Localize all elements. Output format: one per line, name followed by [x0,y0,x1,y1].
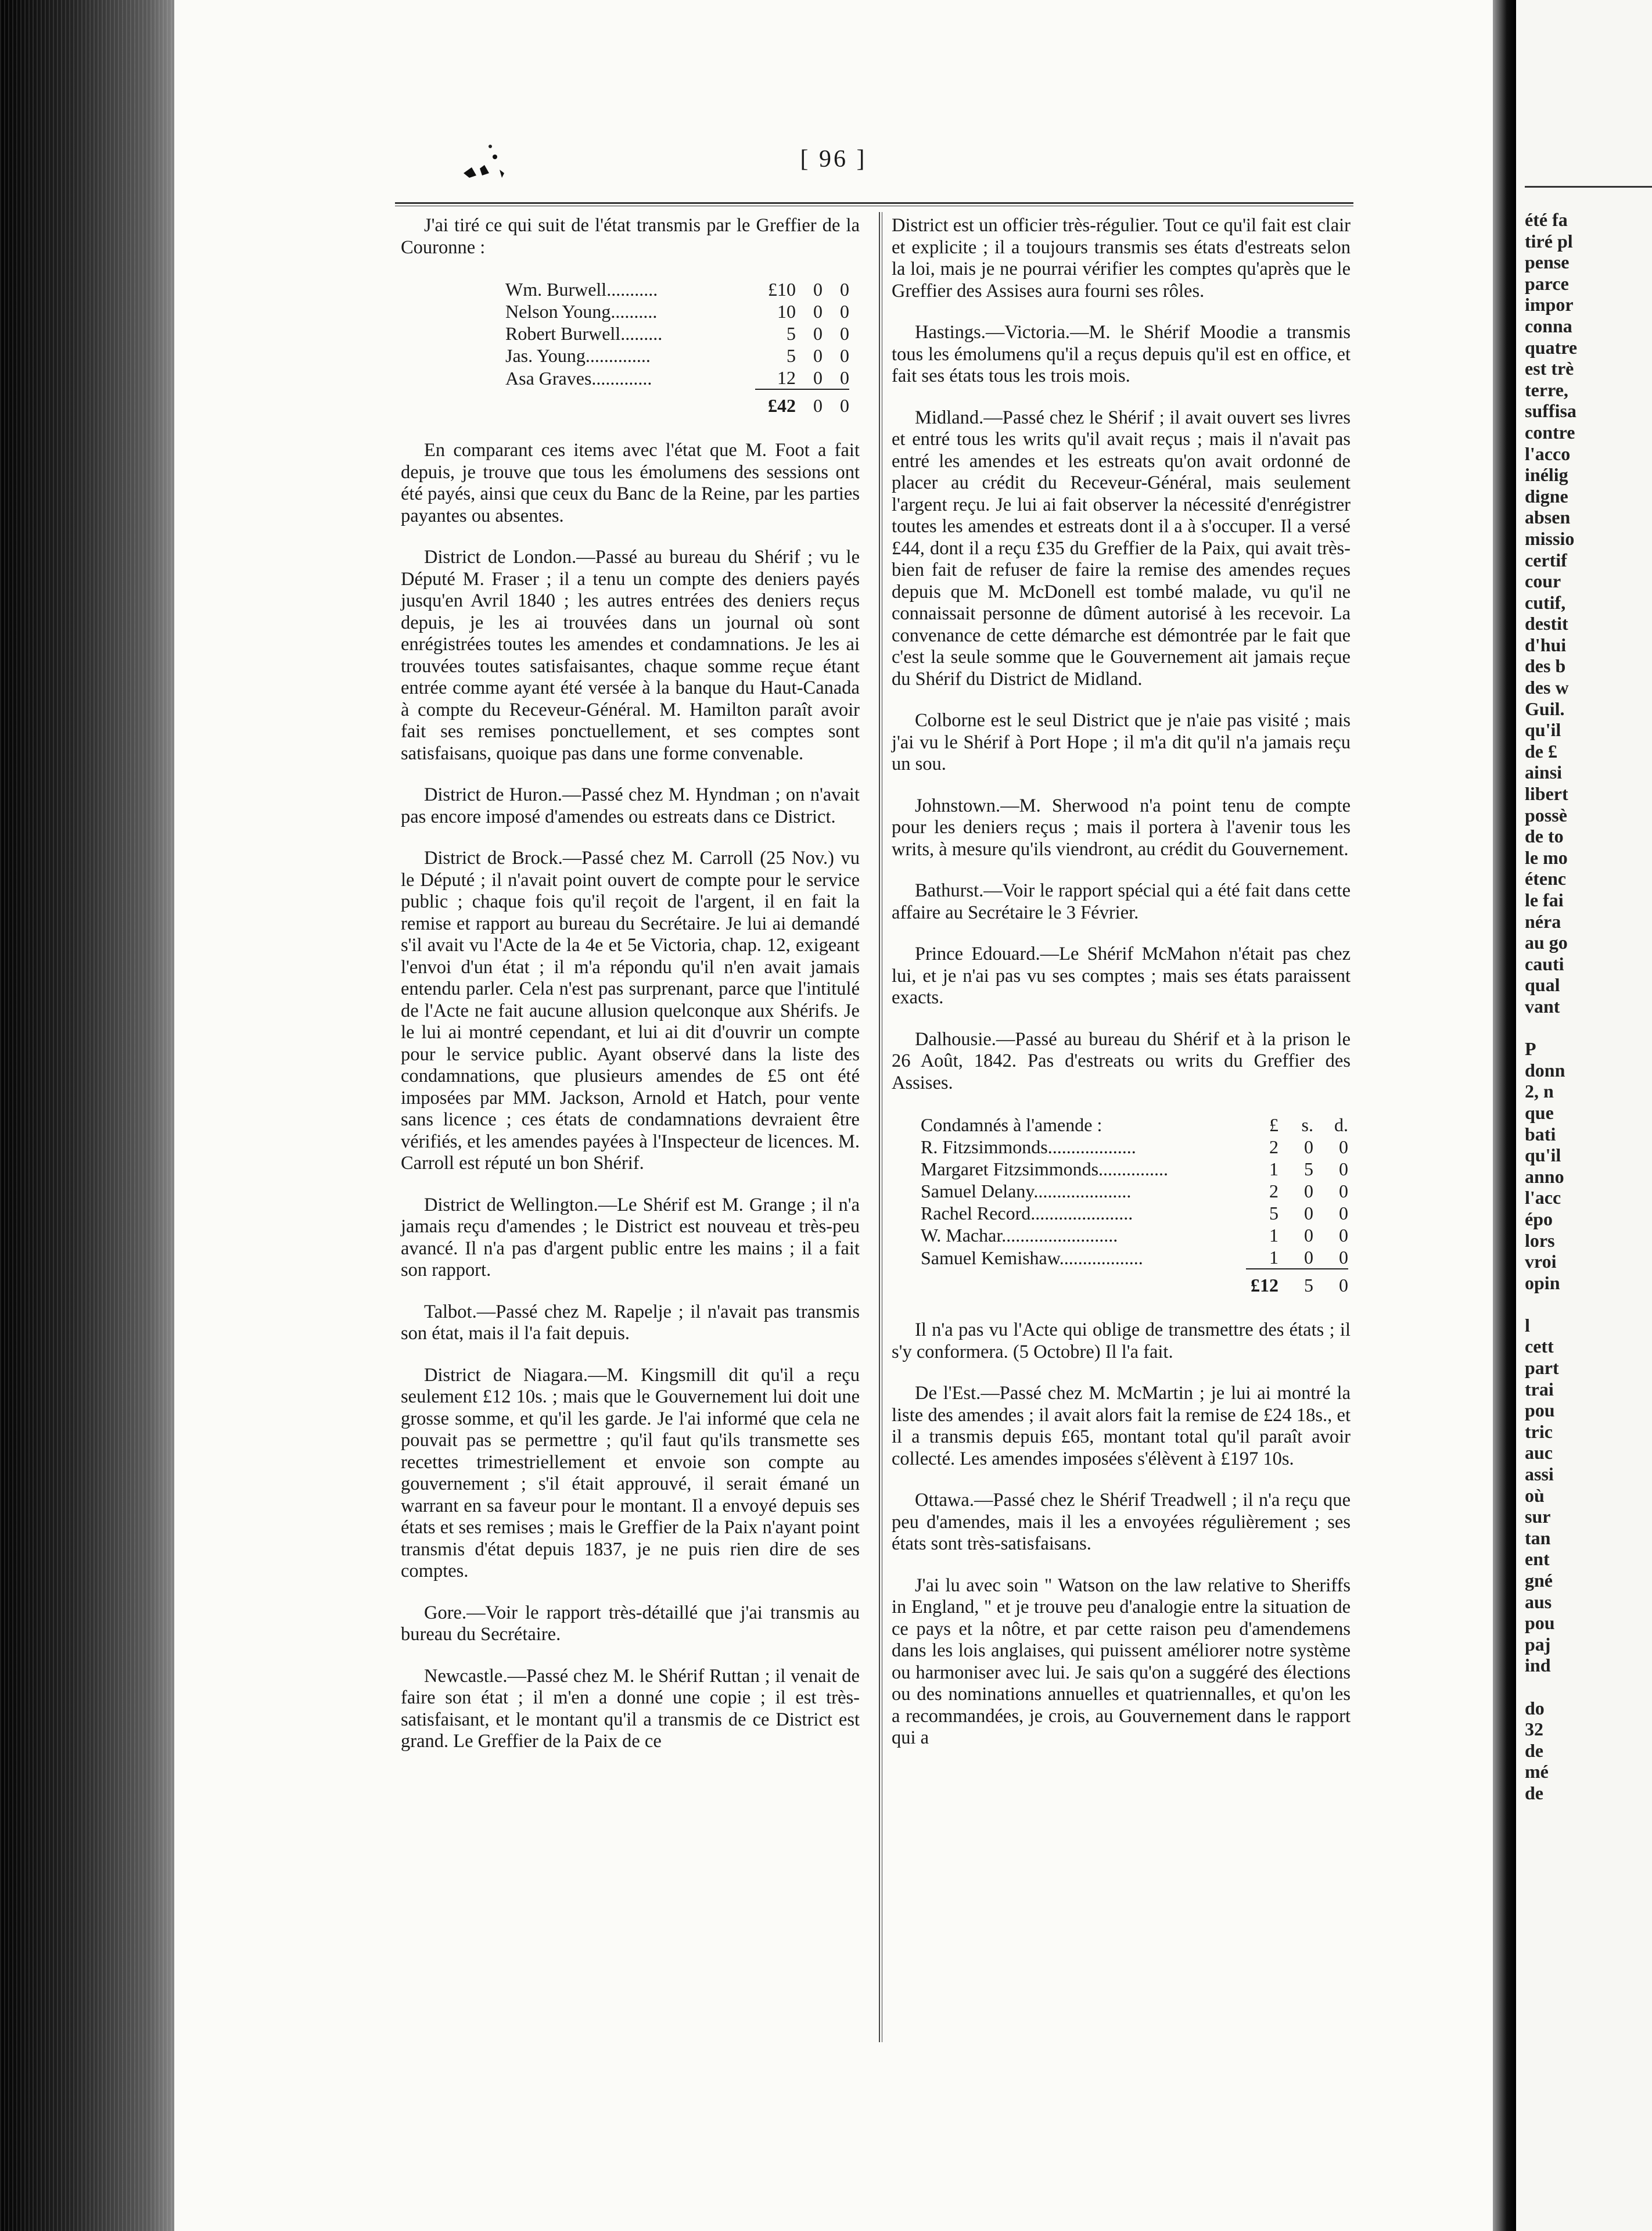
condemned-row [921,1224,1348,1246]
condemned-pounds: 1 [1269,1247,1278,1268]
fines-shillings: 0 [813,323,823,344]
condemned-table-body [921,1114,1348,1296]
facing-page-fragment: suffisa [1525,400,1576,422]
facing-page-fragment: le mo [1525,847,1568,868]
facing-page-fragment: digne [1525,485,1568,507]
facing-page-fragment: est trè [1525,358,1574,379]
condemned-pounds: 2 [1269,1181,1278,1201]
fines-pence: 0 [840,323,849,344]
facing-page-fragment: d'hui [1525,634,1567,655]
facing-page-fragment: vant [1525,995,1560,1017]
facing-page-fragment: donn [1525,1059,1565,1081]
facing-page-fragment: de £ [1525,740,1557,762]
facing-page-fragment: cauti [1525,953,1564,974]
fines-row [505,367,849,389]
facing-page-fragment: 2, n [1525,1081,1554,1102]
district-paragraph: District est un officier très-régulier. Tout ce qu'il fait est clair et explicite ; il a toujours transmis ses états d'estreats selon la loi, mais je ne pourrai vérifier les comptes qu'après que le Greffier des Assises aura fourni ses rôles. [892,215,1351,302]
facing-page-fragment: possè [1525,804,1567,826]
fines-total-shillings: 0 [796,389,823,417]
fines-row [505,322,849,345]
right-paragraphs-before-table [892,215,1351,1094]
facing-page-fragment: opin [1525,1272,1560,1293]
fines-pounds: £10 [768,279,796,300]
district-paragraph: Hastings.—Victoria.—M. le Shérif Moodie a transmis tous les émolumens qu'il a reçus depuis qu'il est en office, et fait ses états tous les trois mois. [892,322,1351,386]
condemned-header-pounds: £ [1269,1114,1278,1135]
facing-page-fragment: le fai [1525,889,1564,910]
district-paragraph: District de London.—Passé au bureau du Shérif ; vu le Député M. Fraser ; il a tenu un compte des deniers payés jusqu'en Avril 1840 ; les autres entrées des deniers reçus depuis, je les ai trouvées dans un journal où sont enrégistrées toutes les amendes et condamnations. Je les ai trouvées toutes satisfaisantes, chaque somme reçue étant entrée comme ayant été versée à la banque du Haut-Canada à compte du Receveur-Général. M. Hamilton paraît avoir fait ses remises ponctuellement, et ses comptes sont satisfaisans, quoique pas dans une forme convenable. [401,547,860,764]
facing-page-fragment: cett [1525,1336,1554,1357]
facing-page-fragment: impor [1525,294,1574,315]
condemned-pounds: 2 [1269,1136,1278,1157]
facing-page-fragment: tan [1525,1527,1551,1548]
facing-page-fragment: de [1525,1739,1543,1761]
condemned-header-label: Condamnés à l'amende : [921,1114,1102,1135]
condemned-header-pence: d. [1334,1114,1348,1135]
facing-page-fragment: certif [1525,549,1567,571]
condemned-shillings: 0 [1304,1203,1313,1224]
fines-shillings: 0 [813,301,823,322]
fines-pence: 0 [840,279,849,300]
column-separator [879,212,882,2042]
condemned-pence: 0 [1339,1158,1348,1179]
facing-page-fragment: ainsi [1525,762,1563,783]
fines-pence: 0 [840,345,849,366]
right-paragraphs-after-table [892,1319,1351,1749]
facing-page-fragment [1525,1293,1652,1315]
intro-paragraph: J'ai tiré ce qui suit de l'état transmis par le Greffier de la Couronne : [401,215,860,258]
district-paragraph: District de Huron.—Passé chez M. Hyndman ; on n'avait pas encore imposé d'amendes ou estreats dans ce District. [401,784,860,827]
fines-pounds: 5 [787,323,796,344]
facing-page-fragment: cour [1525,571,1561,592]
facing-page-fragment: épo [1525,1208,1553,1229]
fines-pounds: 10 [777,301,796,322]
facing-page-fragment: anno [1525,1165,1564,1187]
condemned-shillings: 0 [1304,1225,1313,1246]
facing-page-fragment: P [1525,1038,1536,1060]
facing-page-fragment: des b [1525,655,1566,677]
facing-page-fragment: pense [1525,252,1570,273]
facing-page-fragment: aus [1525,1591,1552,1612]
facing-page-fragment: libert [1525,783,1568,805]
facing-page-fragment: pou [1525,1400,1555,1421]
facing-page-fragment: au go [1525,932,1568,953]
fines-shillings: 0 [813,279,823,300]
fines-name: Asa Graves............. [505,367,652,389]
facing-page-text [1525,209,1652,1804]
facing-page-fragment: auc [1525,1442,1553,1464]
facing-page-fragment: contre [1525,421,1575,443]
facing-page-fragment: étenc [1525,868,1567,889]
facing-page-fragment: été fa [1525,209,1568,230]
fines-total-row [505,389,849,417]
facing-page-fragment: paj [1525,1633,1551,1655]
district-paragraph: Il n'a pas vu l'Acte qui oblige de transmettre des états ; il s'y conformera. (5 Octobre) Il l'a fait. [892,1319,1351,1362]
facing-page-fragment: ind [1525,1655,1551,1676]
district-paragraph: Bathurst.—Voir le rapport spécial qui a été fait dans cette affaire au Secrétaire le 3 Février. [892,880,1351,923]
fines-pounds: 12 [777,367,796,388]
facing-page-fragment: l [1525,1314,1530,1336]
condemned-total-pounds: £12 [1246,1269,1278,1296]
district-paragraph: District de Niagara.—M. Kingsmill dit qu'il a reçu seulement £12 10s. ; mais que le Gouvernement lui doit une grosse somme, et qu'il les garde. Je l'ai informé que cela ne pouvait pas se permettre ; qu'il faut qu'ils transmette ses recettes trimestriellement et envoie son compte au gouvernement ; s'il était approuvé, il serait émané un warrant en sa faveur pour le montant. Il a envoyé depuis ses états et ses remises ; mais le Greffier de la Paix n'ayant point transmis d'état depuis 1837, je ne puis rien dire de ses comptes. [401,1364,860,1581]
fines-total-pounds: £42 [755,389,796,417]
district-paragraph: Talbot.—Passé chez M. Rapelje ; il n'avait pas transmis son état, mais il l'a fait depuis. [401,1301,860,1344]
fines-pence: 0 [840,367,849,388]
condemned-total-row [921,1269,1348,1296]
condemned-header-row [921,1114,1348,1136]
facing-page-fragment: tiré pl [1525,230,1573,252]
facing-page-fragment: où [1525,1484,1545,1506]
facing-page-fragment: Guil. [1525,698,1565,719]
facing-page-fragment [1525,1017,1652,1039]
district-paragraph: De l'Est.—Passé chez M. McMartin ; je lui ai montré la liste des amendes ; il avait alors fait la remise de £24 18s., et il a transmis depuis £65, montant total qu'il paraît avoir collecté. Les amendes imposées s'élèvent à £197 10s. [892,1383,1351,1469]
fines-pence: 0 [840,301,849,322]
facing-page-fragment: 32 [1525,1719,1543,1740]
condemned-row [921,1136,1348,1158]
fines-total-pence: 0 [823,389,849,417]
fines-table [505,278,849,417]
facing-page-fragment: quatre [1525,336,1578,358]
condemned-pounds: 5 [1269,1203,1278,1224]
condemned-table [921,1114,1348,1296]
fines-row [505,300,849,322]
fines-name: Nelson Young.......... [505,301,658,322]
facing-page-fragment: des w [1525,677,1569,698]
condemned-name: R. Fitzsimmonds................... [921,1136,1136,1157]
facing-page-fragment: inélig [1525,464,1568,486]
condemned-header-shillings: s. [1301,1114,1313,1135]
condemned-pounds: 1 [1269,1225,1278,1246]
condemned-total-pence: 0 [1313,1269,1348,1296]
facing-page-fragment: parce [1525,272,1569,294]
right-column [892,215,1351,1769]
condemned-shillings: 0 [1304,1136,1313,1157]
facing-page-fragment: absen [1525,507,1571,528]
condemned-pence: 0 [1339,1136,1348,1157]
facing-page-fragment: qual [1525,974,1560,996]
header-rule [395,202,1353,206]
district-paragraph: Gore.—Voir le rapport très-détaillé que j'ai transmis au bureau du Secrétaire. [401,1602,860,1645]
condemned-name: W. Machar......................... [921,1225,1118,1246]
condemned-pence: 0 [1339,1203,1348,1224]
facing-page-fragment: mé [1525,1761,1549,1782]
facing-page-fragment: sur [1525,1506,1551,1527]
condemned-row [921,1202,1348,1224]
condemned-row [921,1180,1348,1202]
book-gutter [1493,0,1516,2231]
fines-shillings: 0 [813,367,823,388]
page-number: [ 96 ] [800,146,867,173]
facing-page-fragment: pou [1525,1612,1555,1634]
facing-page-rule [1525,186,1652,188]
district-paragraph: Colborne est le seul District que je n'aie pas visité ; mais j'ai vu le Shérif à Port Hope ; il m'a dit qu'il n'a jamais reçu un sou. [892,710,1351,774]
left-column [401,215,860,1773]
district-paragraph: J'ai lu avec soin " Watson on the law relative to Sheriffs in England, " et je trouve peu d'analogie entre la situation de ce pays et la nôtre, et par cette raison peu d'amendemens dans les lois anglaises, qui puissent améliorer notre système ou harmoniser avec lui. Je sais qu'on a suggéré des élections ou des nominations annuelles et quatriennalles, et qu'on les a recommandées, je crois, au Gouvernement dans le rapport qui a [892,1574,1351,1748]
fines-table-body [505,278,849,417]
condemned-pence: 0 [1339,1225,1348,1246]
condemned-pence: 0 [1339,1247,1348,1268]
facing-page-fragment: de to [1525,826,1564,847]
district-paragraph: En comparant ces items avec l'état que M. Foot a fait depuis, je trouve que tous les émolumens des sessions ont été payés, ainsi que ceux du Banc de la Reine, par les parties payantes ou absentes. [401,440,860,526]
district-paragraph: Midland.—Passé chez le Shérif ; il avait ouvert ses livres et entré tous les writs qu'il avait reçus ; mais il n'avait pas entré les amendes et les estreats qu'on avait ordonné de placer au crédit du Receveur-Général, mais seulement l'argent reçu. Je lui ai fait observer la nécessité d'enrégistrer toutes les amendes et estreats dont il a à s'occuper. Il a versé £44, dont il a reçu £35 du Greffier de la Paix, qui avait très-bien fait de refuser de faire la remise des amendes reçues depuis que M. McDonell est tombé malade, vu qu'il ne connaissait personne de dûment autorisé à les recevoir. La convenance de cette démarche est démontrée par le fait que c'est la seule somme que le Gouvernement ait jamais reçue du Shérif du District de Midland. [892,407,1351,690]
condemned-shillings: 0 [1304,1247,1313,1268]
condemned-shillings: 0 [1304,1181,1313,1201]
facing-page-fragment: do [1525,1697,1545,1719]
facing-page-fragment: qu'il [1525,1145,1561,1166]
facing-page-fragment: bati [1525,1123,1556,1145]
condemned-name: Margaret Fitzsimmonds............... [921,1158,1169,1179]
fines-name: Robert Burwell......... [505,323,663,344]
facing-page-fragment: assi [1525,1464,1554,1485]
condemned-row [921,1246,1348,1269]
condemned-name: Samuel Kemishaw.................. [921,1247,1143,1268]
facing-page-fragment: conna [1525,315,1572,336]
condemned-shillings: 5 [1304,1158,1313,1179]
fines-row [505,345,849,367]
condemned-pounds: 1 [1269,1158,1278,1179]
fines-row [505,278,849,300]
left-paragraphs [401,440,860,1753]
district-paragraph: Ottawa.—Passé chez le Shérif Treadwell ; il n'a reçu que peu d'amendes, mais il les a envoyées régulièrement ; ses états sont très-satisfaisans. [892,1490,1351,1554]
district-paragraph: District de Brock.—Passé chez M. Carroll (25 Nov.) vu le Député ; il n'avait point ouvert de compte pour le service public ; chaque fois qu'il reçoit de l'argent, il en fait la remise et rapport au bureau du Secrétaire. Je lui ai demandé s'il avait vu l'Acte de la 4e et 5e Victoria, chap. 12, exigeant l'envoi d'un état ; il m'a répondu qu'il n'en avait jamais entendu parler. Cela n'est pas surprenant, parce que l'intitulé de l'Acte ne fait aucune allusion quelconque aux Shérifs. Je le lui ai montré cependant, et lui ai dit d'ouvrir un compte pour le service public. Ayant observé dans la liste des condamnations, que plusieurs amendes de £5 ont été imposées par MM. Jackson, Arnold et Hatch, pour vente sans licence ; ces états de condamnations devraient être vérifiés, et les amendes payées à l'Inspecteur de licences. M. Carroll est réputé un bon Shérif. [401,848,860,1174]
condemned-total-shillings: 5 [1278,1269,1313,1296]
fines-shillings: 0 [813,345,823,366]
facing-page-fragment: qu'il [1525,719,1561,741]
facing-page-fragment: de [1525,1782,1543,1803]
district-paragraph: Dalhousie.—Passé au bureau du Shérif et à la prison le 26 Août, 1842. Pas d'estreats ou writs du Greffier des Assises. [892,1028,1351,1093]
facing-page-fragment: l'acc [1525,1187,1561,1208]
facing-page-fragment: l'acco [1525,443,1571,464]
fines-pounds: 5 [787,345,796,366]
district-paragraph: District de Wellington.—Le Shérif est M. Grange ; il n'a jamais reçu d'amendes ; le District est nouveau et très-peu avancé. Il n'a pas d'argent public entre les mains ; il a fait son rapport. [401,1194,860,1281]
fines-name: Wm. Burwell........... [505,279,658,300]
facing-page-fragment: vroi [1525,1251,1557,1272]
facing-page-fragment: tric [1525,1421,1553,1442]
facing-page-fragment [1525,1676,1652,1698]
facing-page-fragment: gné [1525,1570,1553,1591]
facing-page-fragment: cutif, [1525,591,1566,613]
facing-page-fragment: que [1525,1102,1554,1123]
facing-page-fragment: trai [1525,1378,1554,1400]
facing-page-fragment: destit [1525,613,1568,634]
fines-name: Jas. Young.............. [505,345,651,366]
book-binding-edge [0,0,174,2231]
condemned-name: Samuel Delany..................... [921,1181,1132,1201]
district-paragraph: Johnstown.—M. Sherwood n'a point tenu de compte pour les deniers reçus ; mais il portera à l'avenir tous les writs, à mesure qu'ils viendront, au crédit du Gouvernement. [892,795,1351,860]
district-paragraph: Newcastle.—Passé chez M. le Shérif Ruttan ; il venait de faire son état ; il m'en a donné une copie ; il est très-satisfaisant, et le montant qu'il a transmis de ce District est grand. Le Greffier de la Paix de ce [401,1665,860,1752]
facing-page-fragment: ent [1525,1548,1550,1570]
facing-page-fragment: part [1525,1357,1559,1379]
condemned-pence: 0 [1339,1181,1348,1201]
condemned-name: Rachel Record...................... [921,1203,1133,1224]
facing-page-fragment: néra [1525,910,1561,932]
facing-page-fragment: missio [1525,528,1575,549]
district-paragraph: Prince Edouard.—Le Shérif McMahon n'était pas chez lui, et je n'ai pas vu ses comptes ; mais ses états paraissent exacts. [892,944,1351,1008]
facing-page-fragment: terre, [1525,379,1568,400]
facing-page-fragment: lors [1525,1229,1555,1251]
condemned-row [921,1158,1348,1180]
